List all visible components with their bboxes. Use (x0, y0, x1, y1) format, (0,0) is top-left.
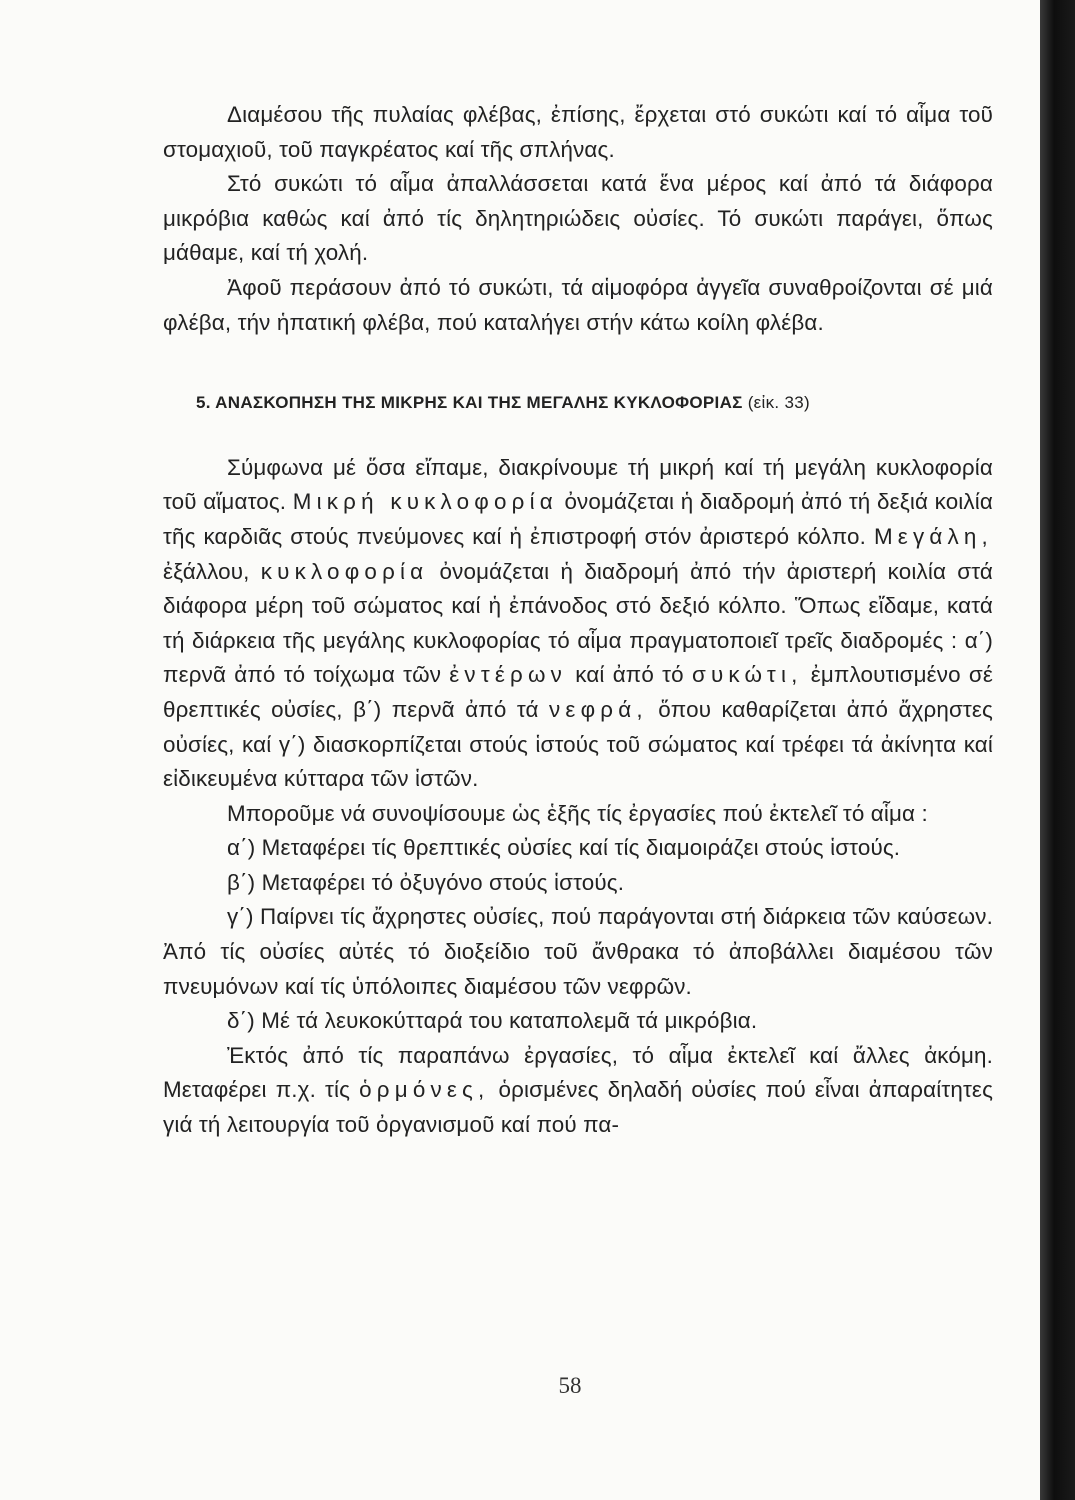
emphasis-term: κυκλοφορία (260, 558, 429, 584)
paragraph-portal-vein: Διαμέσου τῆς πυλαίας φλέβας, ἐπίσης, ἔρχεται στό συκώτι καί τό αἷμα τοῦ στομαχιοῦ, τοῦ παγκρέατος καί τῆς σπλήνας. (163, 102, 993, 162)
body-text (163, 98, 993, 1143)
paragraph-circulation-overview: Σύμφωνα μέ ὅσα εἴπαμε, διακρίνουμε τή μικρή καί τή μεγάλη κυκλοφορία τοῦ αἵματος. Μικρή κυκλοφορία ὀνομάζεται ἡ διαδρομή ἀπό τή δεξιά κοιλία τῆς καρδιᾶς στούς πνεύμονες καί ἡ ἐπιστροφή στόν ἀριστερό κόλπο. Μεγάλη, ἐξάλλου, κυκλοφορία ὀνομάζεται ἡ διαδρομή ἀπό τήν ἀριστερή κοιλία στά διάφορα μέρη τοῦ σώματος καί ἡ ἐπάνοδος στό δεξιό κόλπο. Ὅπως εἴδαμε, κατά τή διάρκεια τῆς μεγάλης κυκλοφορίας τό αἷμα πραγματοποιεῖ τρεῖς διαδρομές : α΄) περνᾶ ἀπό τό τοίχωμα τῶν ἐντέρων καί ἀπό τό συκώτι, ἐμπλουτισμένο σέ θρεπτικές οὐσίες, β΄) περνᾶ ἀπό τά νεφρά, ὅπου καθαρίζεται ἀπό ἄχρηστες οὐσίες, καί γ΄) διασκορπίζεται στούς ἱστούς τοῦ σώματος καί τρέφει τά ἀκίνητα καί εἰδικευμένα κύτταρα τῶν ἱστῶν. (163, 454, 993, 792)
emphasis-term: ὁρμόνες, (359, 1077, 490, 1103)
section-heading (196, 386, 993, 421)
list-item-c: γ΄) Παίρνει τίς ἄχρηστες οὐσίες, πού παράγονται στή διάρκεια τῶν καύσεων. Ἀπό τίς οὐσίες αὐτές τό διοξείδιο τοῦ ἄνθρακα τό ἀποβάλλει διαμέσου τῶν πνευμόνων καί τίς ὑπόλοιπες διαμέσου τῶν νεφρῶν. (163, 904, 993, 999)
figure-reference: (εἰκ. 33) (747, 393, 810, 413)
paragraph-hormones: Ἐκτός ἀπό τίς παραπάνω ἐργασίες, τό αἷμα ἐκτελεῖ καί ἄλλες ἀκόμη. Μεταφέρει π.χ. τίς ὁρμόνες, ὁρισμένες δηλαδή οὐσίες πού εἶναι ἀπαραίτητες γιά τή λειτουργία τοῦ ὀργανισμοῦ καί πού πα- (163, 1042, 994, 1138)
paragraph-summary-intro: Μποροῦμε νά συνοψίσουμε ὡς ἑξῆς τίς ἐργασίες πού ἐκτελεῖ τό αἷμα : (227, 800, 928, 826)
emphasis-term: Μικρή κυκλοφορία (292, 489, 558, 515)
page-edge-shadow (1040, 0, 1075, 1500)
list-item-d: δ΄) Μέ τά λευκοκύτταρά του καταπολεμᾶ τά μικρόβια. (227, 1008, 758, 1034)
page-number: 58 (558, 1373, 582, 1398)
emphasis-term: νεφρά, (549, 696, 648, 722)
list-item-b: β΄) Μεταφέρει τό ὀξυγόνο στούς ἱστούς. (227, 869, 625, 895)
emphasis-term: ἐντέρων (449, 662, 568, 688)
paragraph-hepatic-vein: Ἀφοῦ περάσουν ἀπό τό συκώτι, τά αἱμοφόρα ἀγγεῖα συναθροίζονται σέ μιά φλέβα, τήν ἡπατική φλέβα, πού καταλήγει στήν κάτω κοίλη φλέβα. (163, 274, 993, 335)
emphasis-term: Μεγάλη, (873, 523, 993, 549)
list-item-a: α΄) Μεταφέρει τίς θρεπτικές οὐσίες καί τίς διαμοιράζει στούς ἱστούς. (227, 835, 901, 861)
paragraph-liver-cleansing: Στό συκώτι τό αἷμα ἀπαλλάσσεται κατά ἕνα μέρος καί ἀπό τά διάφορα μικρόβια καθώς καί ἀπό τίς δηλητηριώδεις οὐσίες. Τό συκώτι παράγει, ὅπως μάθαμε, καί τή χολή. (163, 171, 993, 266)
section-title: 5. ΑΝΑΣΚΟΠΗΣΗ ΤΗΣ ΜΙΚΡΗΣ ΚΑΙ ΤΗΣ ΜΕΓΑΛΗΣ ΚΥΚΛΟΦΟΡΙΑΣ (196, 393, 743, 413)
emphasis-term: συκώτι, (691, 662, 803, 688)
